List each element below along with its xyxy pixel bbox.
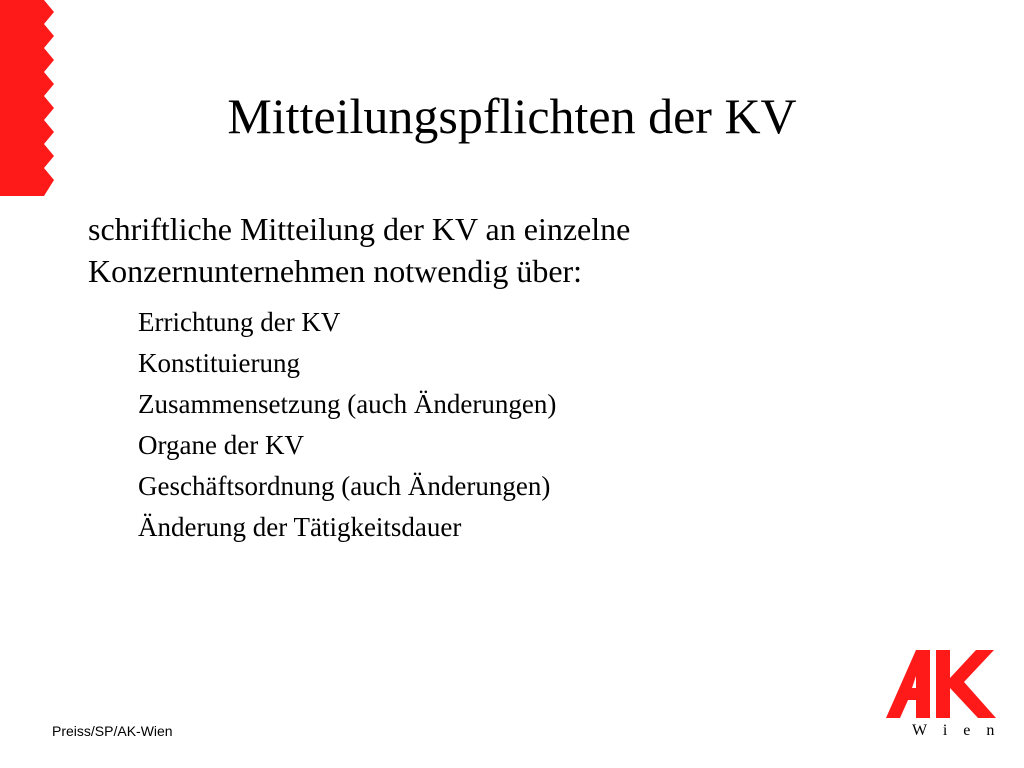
notification-items-list [138,302,556,548]
list-item: Organe der KV [138,430,304,460]
list-item: Änderung der Tätigkeitsdauer [138,512,462,542]
intro-line-1: schriftliche Mitteilung der KV an einzelne [88,211,631,247]
intro-text [88,208,988,292]
logo-subtitle: W i e n [912,722,1001,739]
list-item: Geschäftsordnung (auch Änderungen) [138,471,551,501]
list-item: Errichtung der KV [138,307,341,337]
slide-title: Mitteilungspflichten der KV [227,88,797,144]
list-item: Zusammensetzung (auch Änderungen) [138,389,557,419]
list-item: Konstituierung [138,348,300,378]
ak-logo-icon [886,648,996,718]
intro-line-2: Konzernunternehmen notwendig über: [88,253,583,289]
footer-author: Preiss/SP/AK-Wien [52,723,173,739]
